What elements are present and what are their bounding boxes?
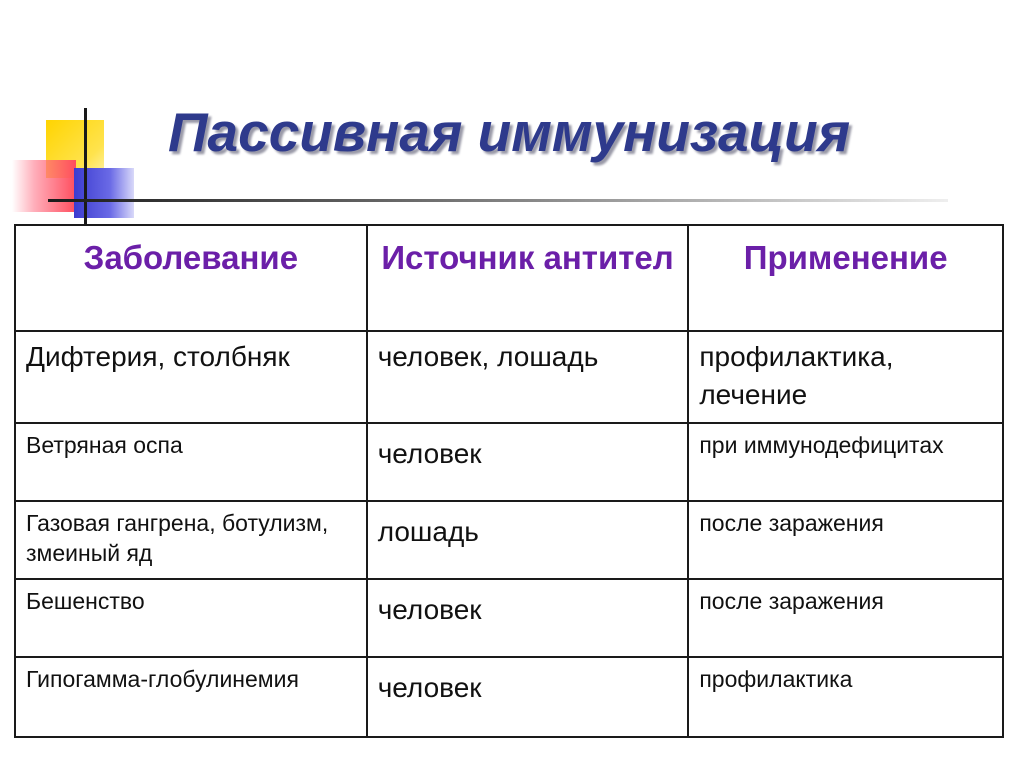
table-header-row (15, 225, 1003, 331)
table-row (15, 579, 1003, 657)
cell-disease: Гипогамма-глобулинемия (15, 657, 367, 737)
cell-source: человек (367, 657, 689, 737)
table-row (15, 501, 1003, 579)
cell-application: после заражения (688, 501, 1003, 579)
cell-disease: Дифтерия, столбняк (15, 331, 367, 423)
cell-source: человек (367, 579, 689, 657)
cell-disease: Бешенство (15, 579, 367, 657)
table-row (15, 657, 1003, 737)
decorative-blue-square (74, 168, 134, 218)
cell-application: при иммунодефицитах (688, 423, 1003, 501)
cell-application: профилактика, лечение (688, 331, 1003, 423)
table-row (15, 423, 1003, 501)
header-application: Применение (688, 225, 1003, 331)
header-antibody-source: Источник антител (367, 225, 689, 331)
cell-source: человек (367, 423, 689, 501)
decorative-red-square (12, 160, 76, 212)
cell-disease: Газовая гангрена, ботулизм, змеиный яд (15, 501, 367, 579)
table-row (15, 331, 1003, 423)
decorative-vertical-line (84, 108, 87, 226)
slide-title: Пассивная иммунизация (168, 101, 851, 163)
cell-source: лошадь (367, 501, 689, 579)
header-disease: Заболевание (15, 225, 367, 331)
cell-application: после заражения (688, 579, 1003, 657)
cell-source: человек, лошадь (367, 331, 689, 423)
decorative-horizontal-line (48, 199, 948, 202)
immunization-table (14, 224, 1004, 738)
cell-application: профилактика (688, 657, 1003, 737)
cell-disease: Ветряная оспа (15, 423, 367, 501)
